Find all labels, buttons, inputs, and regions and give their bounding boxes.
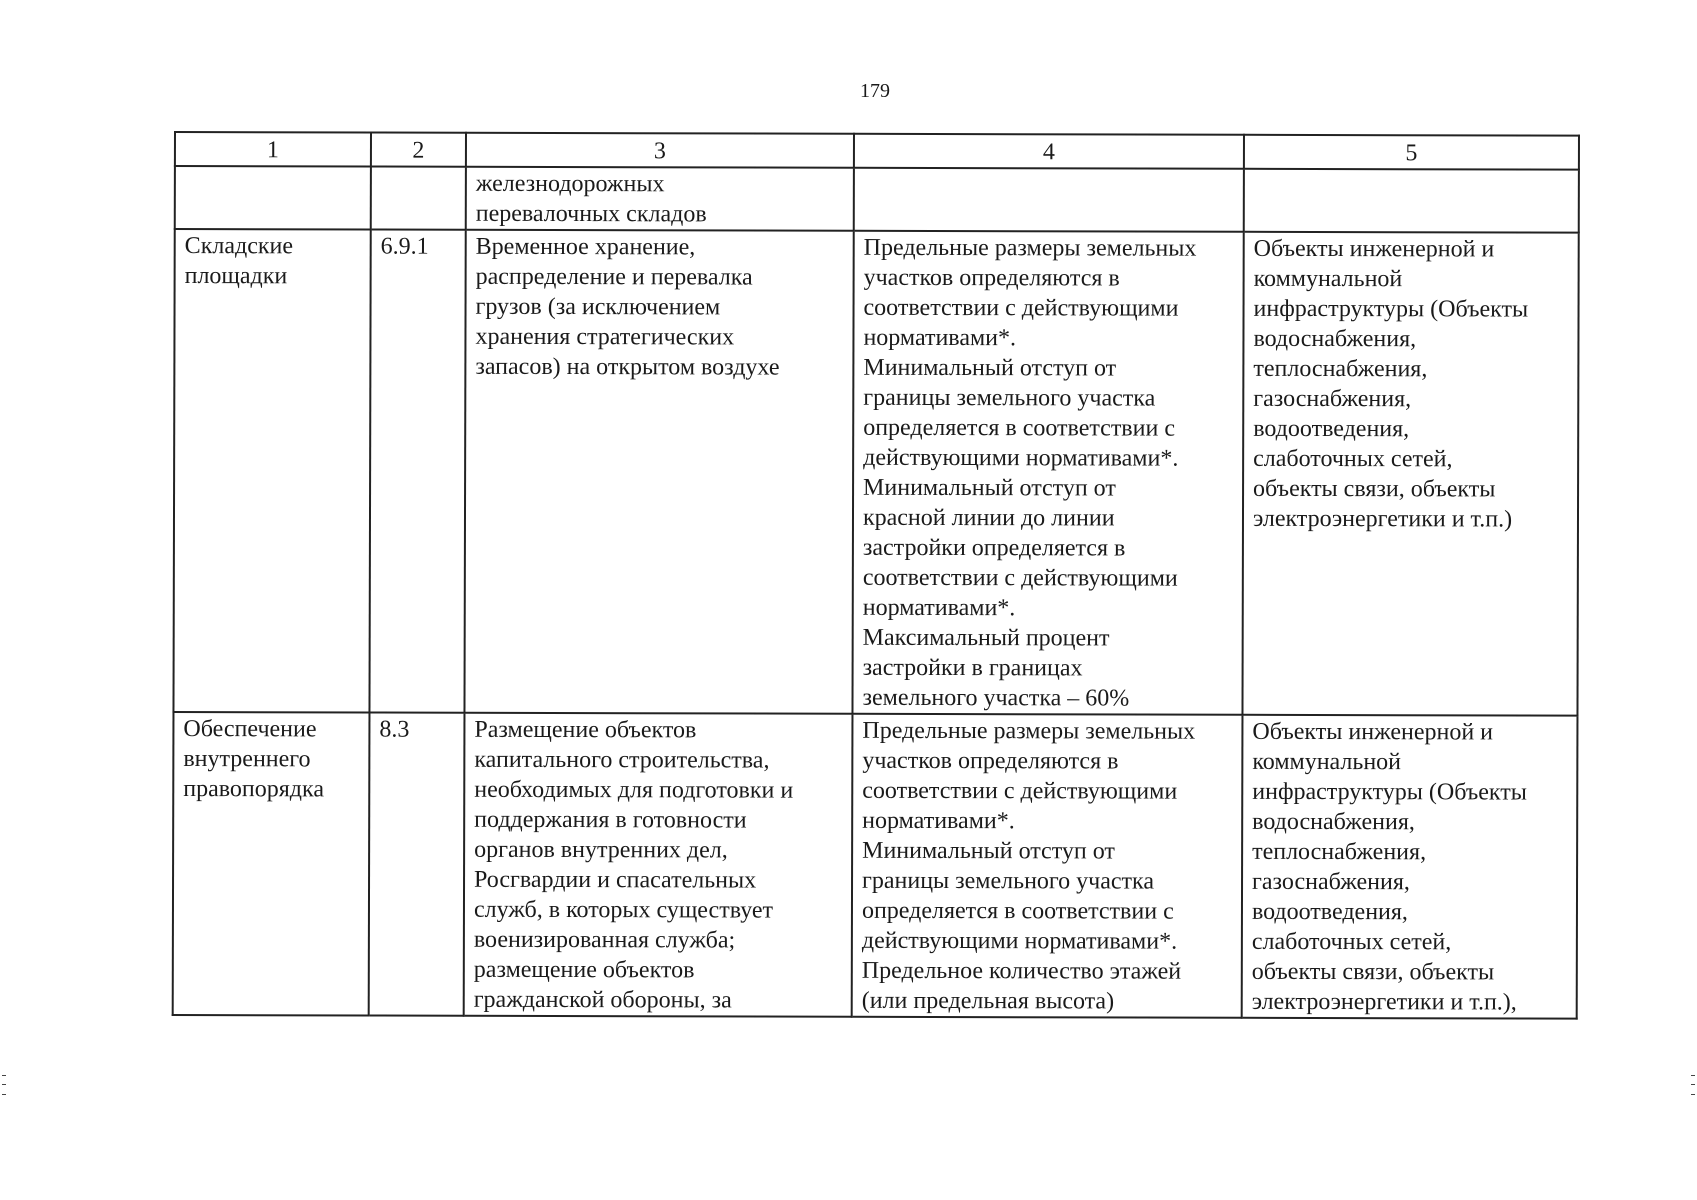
table-row	[175, 166, 1579, 233]
table-header-row	[175, 132, 1579, 170]
cell-use-name: Складские площадки	[173, 229, 370, 713]
header-cell-3: 3	[466, 133, 854, 168]
cell-use-code	[371, 167, 466, 230]
cell-use-description: железнодорожных перевалочных складов	[466, 167, 854, 231]
cell-use-name: Обеспечение внутреннего правопорядка	[173, 712, 370, 1016]
cell-use-name	[175, 166, 371, 230]
header-cell-1: 1	[175, 132, 371, 167]
cell-parameters	[854, 168, 1244, 232]
table-row	[173, 712, 1578, 1019]
cell-auxiliary-uses	[1244, 169, 1579, 233]
header-cell-5: 5	[1244, 135, 1579, 170]
table-row	[173, 229, 1578, 716]
cell-use-description: Размещение объектов капитального строительства, необходимых для подготовки и поддержания в готовности органов внутренних дел, Росгвардии и спасательных служб, в которых существует военизированная служба; размещение объектов гражданской обороны, за	[464, 713, 853, 1017]
cell-use-description: Временное хранение, распределение и перевалка грузов (за исключением хранения стратегических запасов) на открытом воздухе	[464, 230, 853, 714]
cell-auxiliary-uses: Объекты инженерной и коммунальной инфраструктуры (Объекты водоснабжения, теплоснабжения, газоснабжения, водоотведения, слаботочных сетей, объекты связи, объекты электроэнергетики и т.п.)	[1242, 232, 1578, 716]
right-margin-mark	[1691, 1075, 1695, 1095]
cell-use-code: 8.3	[369, 713, 465, 1016]
header-cell-4: 4	[854, 134, 1244, 169]
cell-use-code: 6.9.1	[369, 230, 465, 713]
left-margin-mark	[2, 1075, 6, 1095]
zoning-table	[172, 131, 1580, 1020]
cell-auxiliary-uses: Объекты инженерной и коммунальной инфраструктуры (Объекты водоснабжения, теплоснабжения, газоснабжения, водоотведения, слаботочных сетей, объекты связи, объекты электроэнергетики и т.п.),	[1242, 715, 1578, 1019]
header-cell-2: 2	[371, 133, 466, 167]
cell-parameters: Предельные размеры земельных участков определяются в соответствии с действующими нормативами*. Минимальный отступ от границы земельного участка определяется в соответствии с действующими нормативами*. Минимальный отступ от красной линии до линии застройки определяется в соответствии с действующими нормативами*. Максимальный процент застройки в границах земельного участка – 60%	[852, 231, 1243, 715]
cell-parameters: Предельные размеры земельных участков определяются в соответствии с действующими нормативами*. Минимальный отступ от границы земельного участка определяется в соответствии с действующими нормативами*. Предельное количество этажей (или предельная высота)	[852, 714, 1243, 1018]
page-number: 179	[860, 80, 890, 102]
